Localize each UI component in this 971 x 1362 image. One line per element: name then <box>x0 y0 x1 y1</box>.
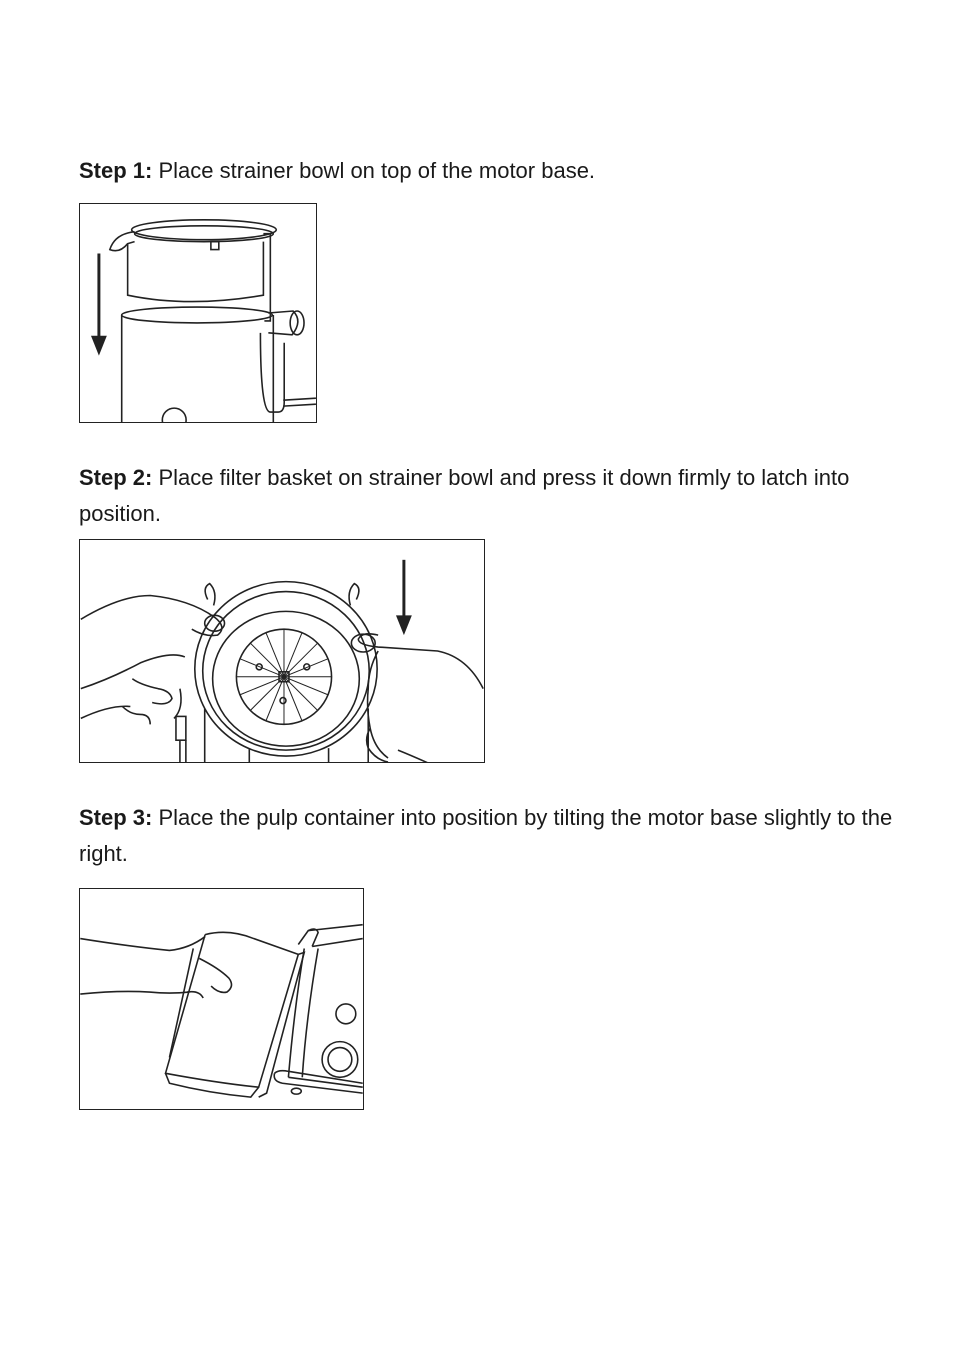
step-3-illustration <box>79 888 364 1110</box>
strainer-bowl-drawing <box>80 204 316 422</box>
step-1-label: Step 1: <box>79 158 153 183</box>
step-1-description: Place strainer bowl on top of the motor base. <box>152 158 596 183</box>
step-1-instruction <box>79 153 909 189</box>
step-3-description: Place the pulp container into position by tilting the motor base slightly to the right. <box>79 805 893 866</box>
filter-basket-drawing <box>80 540 484 762</box>
step-2-description: Place filter basket on strainer bowl and press it down firmly to latch into position. <box>79 465 850 526</box>
step-2-instruction <box>79 460 909 532</box>
step-3-instruction <box>79 800 909 872</box>
step-3-label: Step 3: <box>79 805 153 830</box>
step-1-illustration <box>79 203 317 423</box>
step-2-illustration <box>79 539 485 763</box>
pulp-container-drawing <box>80 889 363 1109</box>
step-2-label: Step 2: <box>79 465 153 490</box>
